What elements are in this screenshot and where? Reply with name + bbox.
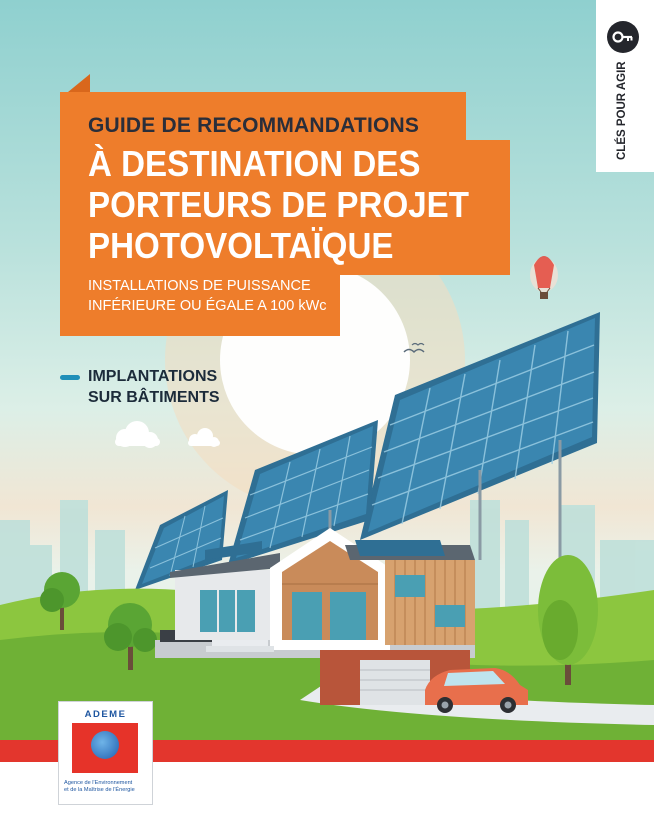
subtitle-line: INFÉRIEURE OU ÉGALE A 100 kWc [88, 298, 327, 314]
globe-icon [91, 731, 119, 759]
logo-caption-line: et de la Maîtrise de l'Énergie [64, 787, 135, 793]
subtitle [88, 276, 327, 316]
section-label-line: SUR BÂTIMENTS [88, 389, 220, 406]
logo-name: ADEME [84, 709, 127, 720]
logo-caption [64, 780, 150, 794]
main-title-line: PHOTOVOLTAÏQUE [88, 225, 394, 266]
ademe-logo [58, 701, 153, 805]
section-label-line: IMPLANTATIONS [88, 368, 218, 385]
logo-caption-line: Agence de l'Environnement [64, 780, 133, 786]
main-title-line: PORTEURS DE PROJET [88, 184, 469, 225]
main-title-line: À DESTINATION DES [88, 143, 421, 184]
section-label [88, 366, 220, 408]
subtitle-line: INSTALLATIONS DE PUISSANCE [88, 278, 311, 294]
key-icon [607, 21, 639, 53]
main-title [88, 143, 469, 266]
collection-label: CLÉS POUR AGIR [616, 61, 628, 160]
guide-header: GUIDE DE RECOMMANDATIONS [88, 114, 420, 137]
section-dash [60, 375, 80, 380]
